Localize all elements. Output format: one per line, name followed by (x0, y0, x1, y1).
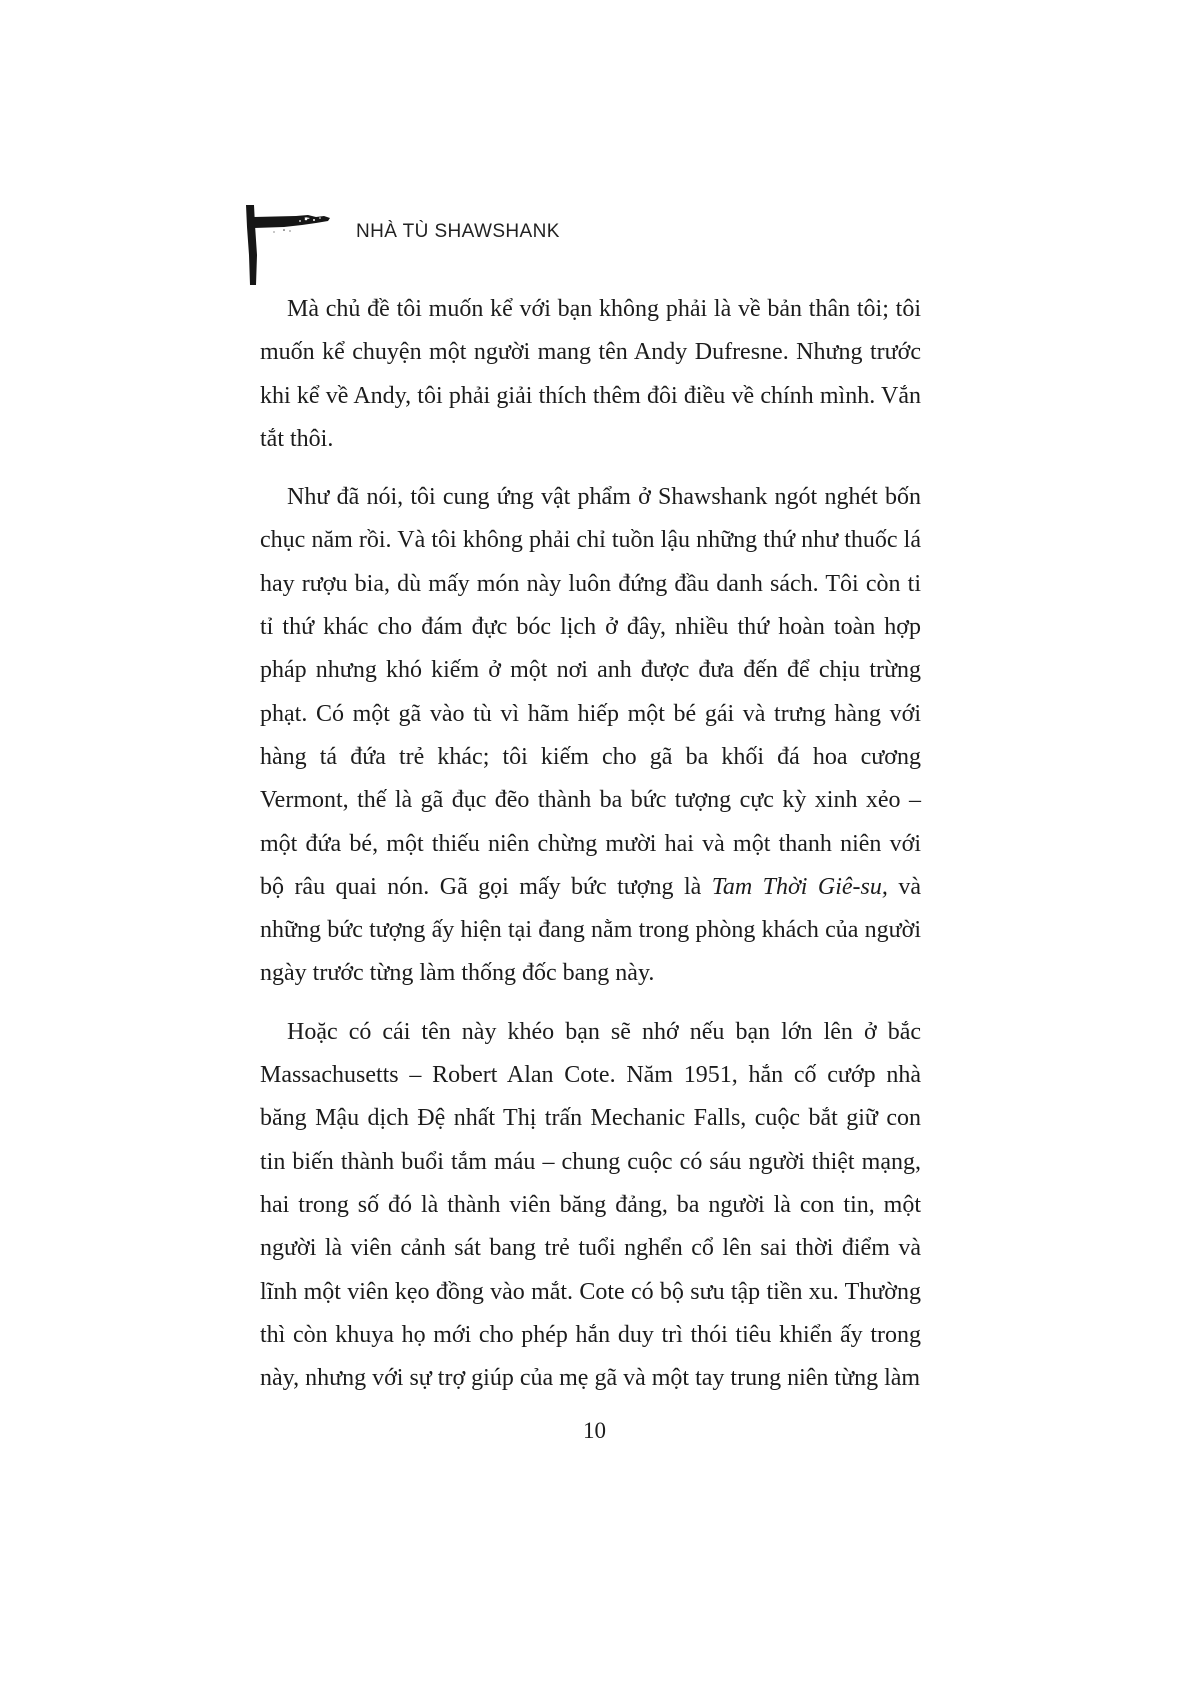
body-text (260, 288, 921, 1415)
page-number: 10 (583, 1418, 606, 1443)
paragraph-text: Như đã nói, tôi cung ứng vật phẩm ở Shawshank ngót nghét bốn chục năm rồi. Và tôi không phải chỉ tuồn lậu những thứ như thuốc lá hay rượu bia, dù mấy món này luôn đứng đầu danh sách. Tôi còn ti tỉ thứ khác cho đám đực bóc lịch ở đây, nhiều thứ hoàn toàn hợp pháp nhưng khó kiếm ở một nơi anh được đưa đến để chịu trừng phạt. Có một gã vào tù vì hãm hiếp một bé gái và trưng hàng với hàng tá đứa trẻ khác; tôi kiếm cho gã ba khối đá hoa cương Vermont, thế là gã đục đẽo thành ba bức tượng cực kỳ xinh xẻo – một đứa bé, một thiếu niên chừng mười hai và một thanh niên với bộ râu quai nón. Gã gọi mấy bức tượng là (260, 484, 921, 900)
paragraph (260, 476, 921, 996)
paragraph-text: và những bức tượng ấy hiện tại đang nằm trong phòng khách của người ngày trước từng làm thống đốc bang này. (260, 873, 921, 987)
hammer-icon (244, 205, 348, 285)
paragraph: Hoặc có cái tên này khéo bạn sẽ nhớ nếu bạn lớn lên ở bắc Massachusetts – Robert Alan Cote. Năm 1951, hắn cố cướp nhà băng Mậu dịch Đệ nhất Thị trấn Mechanic Falls, cuộc bắt giữ con tin biến thành buổi tắm máu – chung cuộc có sáu người thiệt mạng, hai trong số đó là thành viên băng đảng, ba người là con tin, một người là viên cảnh sát bang trẻ tuổi nghển cổ lên sai thời điểm và lĩnh một viên kẹo đồng vào mắt. Cote có bộ sưu tập tiền xu. Thường thì còn khuya họ mới cho phép hắn duy trì thói tiêu khiển ấy trong này, nhưng với sự trợ giúp của mẹ gã và một tay trung niên từng làm (260, 1018, 921, 1392)
running-header (244, 205, 664, 285)
italic-title: Tam Thời Giê-su, (711, 873, 888, 900)
running-title: NHÀ TÙ SHAWSHANK (356, 221, 560, 242)
paragraph: Mà chủ đề tôi muốn kể với bạn không phải là về bản thân tôi; tôi muốn kể chuyện một người mang tên Andy Dufresne. Nhưng trước khi kể về Andy, tôi phải giải thích thêm đôi điều về chính mình. Vắn tắt thôi. (260, 296, 921, 452)
